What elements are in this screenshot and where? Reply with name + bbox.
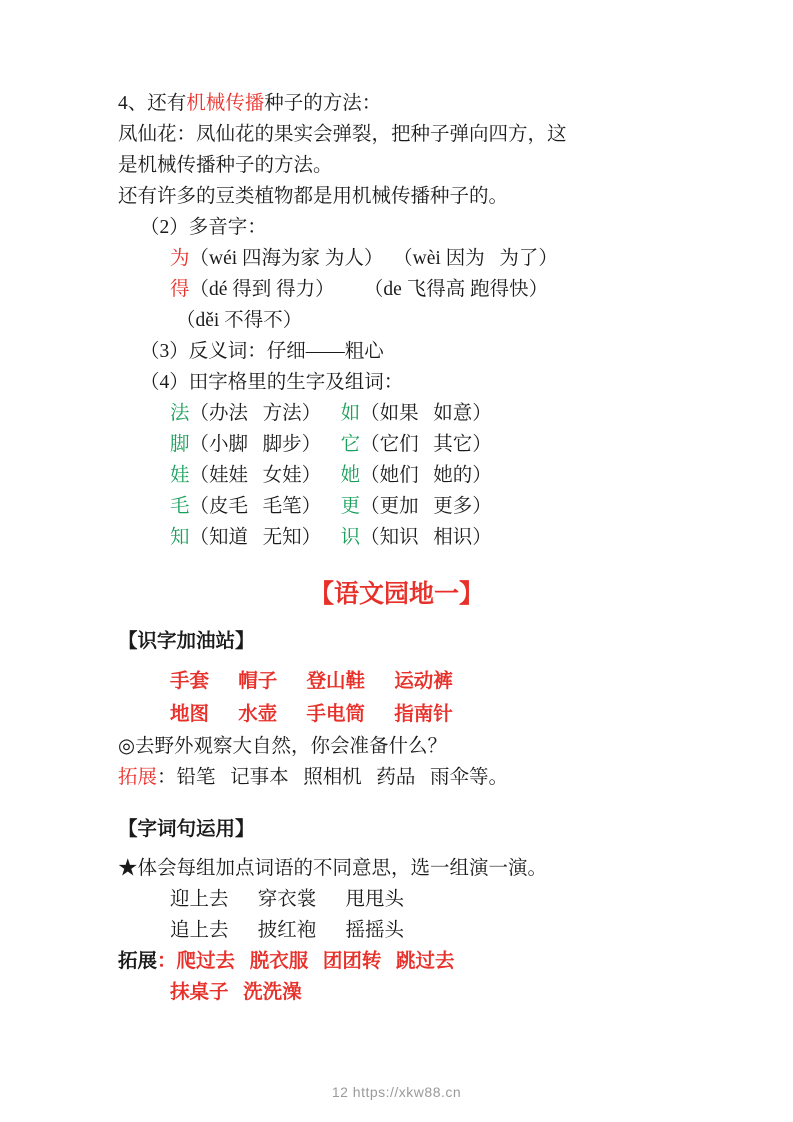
text-segment: （wéi 四海为家 为人） （wèi 因为 为了） bbox=[189, 248, 558, 269]
text-line bbox=[118, 243, 675, 274]
text-segment: 识 bbox=[340, 527, 361, 548]
text-segment: 娃 bbox=[170, 465, 190, 486]
text-line bbox=[118, 853, 675, 884]
text-segment: 过去 bbox=[196, 951, 250, 972]
text-line bbox=[118, 305, 675, 336]
text-segment: （更加 更多） bbox=[360, 496, 492, 517]
text-segment: （皮毛 毛笔） bbox=[189, 496, 341, 517]
text-segment: 拓展 bbox=[118, 767, 158, 788]
text-segment: （办法 方法） bbox=[189, 403, 341, 424]
text-segment: 毛 bbox=[170, 496, 190, 517]
text-segment: 衣服 bbox=[269, 951, 323, 972]
text-line bbox=[118, 119, 675, 150]
text-segment: （它们 其它） bbox=[360, 434, 492, 455]
text-line bbox=[118, 274, 675, 305]
text-segment: 脚 bbox=[170, 434, 190, 455]
text-segment: 为 bbox=[170, 248, 190, 269]
section-heading: 【字词句运用】 bbox=[118, 819, 255, 840]
text-segment: （děi 不得不） bbox=[176, 310, 303, 331]
text-segment: （她们 她的） bbox=[360, 465, 492, 486]
text-line bbox=[118, 429, 675, 460]
text-segment: 转 bbox=[361, 951, 396, 972]
text-segment: 它 bbox=[340, 434, 361, 455]
text-line bbox=[118, 181, 675, 212]
text-line bbox=[118, 915, 675, 946]
document-content bbox=[118, 88, 675, 1008]
text-segment: 脱 bbox=[249, 951, 270, 972]
text-segment: 爬 bbox=[176, 951, 197, 972]
text-segment: 追上去 披红袍 摇摇头 bbox=[170, 920, 405, 941]
text-segment: 迎上去 穿衣裳 甩甩头 bbox=[170, 889, 405, 910]
text-segment: （知识 相识） bbox=[360, 527, 492, 548]
text-segment: （小脚 脚步） bbox=[189, 434, 341, 455]
text-line bbox=[118, 336, 675, 367]
text-line bbox=[118, 460, 675, 491]
text-segment: （dé 得到 得力） （de 飞得高 跑得快） bbox=[189, 279, 549, 300]
text-segment: 拓展 bbox=[118, 951, 158, 972]
text-segment: ：铅笔 记事本 照相机 药品 雨伞等。 bbox=[157, 767, 509, 788]
text-segment: ◎去野外观察大自然，你会准备什么？ bbox=[118, 736, 448, 757]
section-heading: 【识字加油站】 bbox=[118, 631, 255, 652]
text-segment: （知道 无知） bbox=[189, 527, 341, 548]
text-line bbox=[118, 522, 675, 553]
text-segment: 她 bbox=[340, 465, 361, 486]
text-segment: 跳 bbox=[396, 951, 416, 972]
text-segment: 过去 bbox=[415, 951, 455, 972]
text-segment: （娃娃 女娃） bbox=[189, 465, 341, 486]
text-line bbox=[118, 88, 675, 119]
spacer bbox=[118, 793, 675, 805]
text-segment: （如果 如意） bbox=[360, 403, 492, 424]
text-segment: 如 bbox=[340, 403, 361, 424]
text-segment: 种子的方法： bbox=[264, 93, 382, 114]
text-line bbox=[118, 491, 675, 522]
text-segment: 更 bbox=[340, 496, 361, 517]
page-footer: 12 https://xkw88.cn bbox=[331, 1084, 462, 1100]
text-line bbox=[118, 150, 675, 181]
text-segment: 得 bbox=[170, 279, 190, 300]
text-segment: 法 bbox=[170, 403, 190, 424]
spacer bbox=[118, 553, 675, 559]
text-segment: 4、还有 bbox=[118, 93, 187, 114]
text-segment: 团团 bbox=[322, 951, 362, 972]
text-segment: 是机械传播种子的方法。 bbox=[118, 155, 333, 176]
text-line bbox=[118, 884, 675, 915]
text-line bbox=[118, 367, 675, 398]
text-segment: 机械传播 bbox=[186, 93, 265, 114]
text-segment: （2）多音字： bbox=[140, 217, 267, 238]
text-line bbox=[118, 212, 675, 243]
text-segment: 凤仙花：凤仙花的果实会弹裂，把种子弹向四方，这 bbox=[118, 124, 567, 145]
text-segment: 抹 bbox=[170, 982, 190, 1003]
text-segment: 知 bbox=[170, 527, 190, 548]
vocabulary-row: 地图 水壶 手电筒 指南针 bbox=[170, 704, 453, 725]
text-line bbox=[118, 762, 675, 793]
text-segment: （4）田字格里的生字及组词： bbox=[140, 372, 404, 393]
text-segment: ★体会每组加点词语的不同意思，选一组演一演。 bbox=[118, 858, 548, 879]
text-segment: ： bbox=[157, 951, 177, 972]
vocabulary-row: 手套 帽子 登山鞋 运动裤 bbox=[170, 671, 453, 692]
text-segment: 还有许多的豆类植物都是用机械传播种子的。 bbox=[118, 186, 509, 207]
text-segment: 澡 bbox=[282, 982, 302, 1003]
text-segment: 洗洗 bbox=[243, 982, 283, 1003]
text-line bbox=[118, 946, 675, 977]
text-segment: （3）反义词：仔细——粗心 bbox=[140, 341, 384, 362]
text-line bbox=[118, 731, 675, 762]
section-title: 【语文园地一】 bbox=[308, 581, 484, 608]
text-segment: 桌子 bbox=[189, 982, 244, 1003]
text-line bbox=[118, 977, 675, 1008]
text-line bbox=[118, 398, 675, 429]
